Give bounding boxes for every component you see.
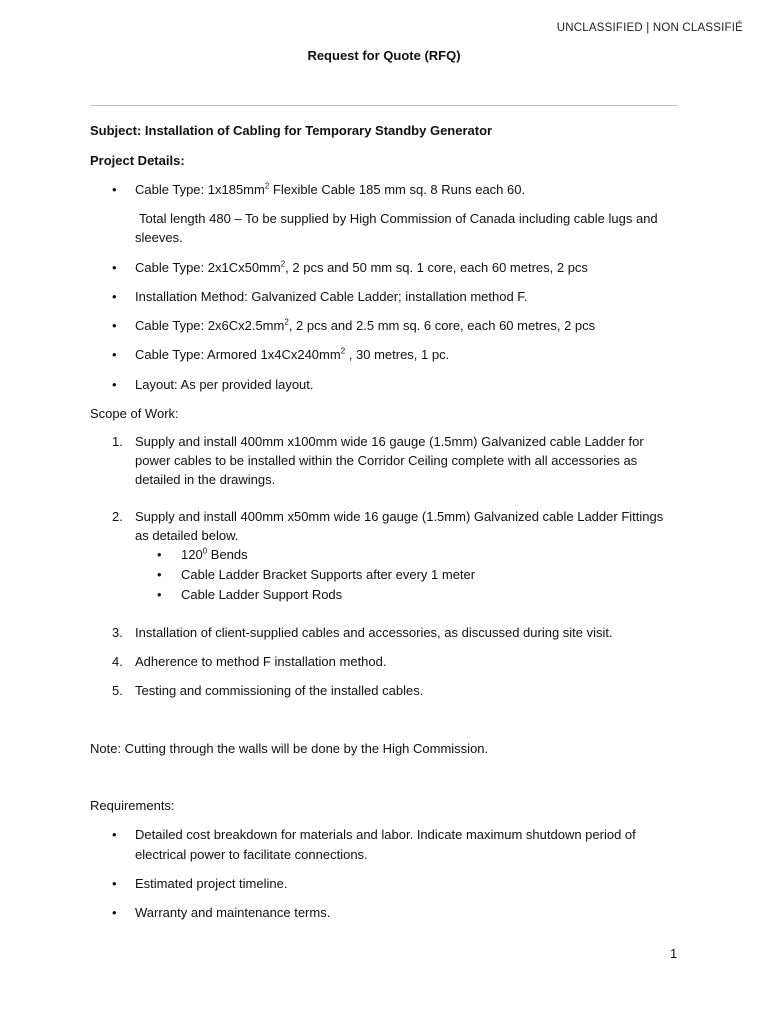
bullet-icon: • (157, 547, 162, 562)
page-number: 1 (670, 946, 678, 961)
scope-sub-item-bends: $120^0$ Bends (181, 546, 248, 562)
project-item-installation-method: Installation Method: Galvanized Cable Ladder; installation method F. (135, 289, 528, 304)
requirement-timeline: Estimated project timeline. (135, 876, 288, 891)
project-item-armored-cable: Cable Type: Armored $1x4Cx240mm^2$ , 30 metres, 1 pc. (135, 346, 450, 362)
scope-sub-item-bracket-supports: Cable Ladder Bracket Supports after every 1 meter (181, 567, 476, 582)
project-item-cable-185-continued-1: Total length 480 – To be supplied by High Commission of Canada including cable lugs and (139, 211, 658, 226)
project-item-cable-185: Cable Type: $1x185mm^2$ Flexible Cable 185 mm sq. 8 Runs each 60. (135, 181, 526, 197)
requirements-heading: Requirements: (90, 798, 175, 813)
scope-item-1-line-3: detailed in the drawings. (135, 472, 276, 487)
list-number: 5. (112, 683, 123, 698)
requirement-cost-breakdown-line-2: electrical power to facilitate connections. (135, 847, 368, 862)
scope-item-1-line-2: power cables to be installed within the Corridor Ceiling complete with all accessories as (135, 453, 638, 468)
list-number: 2. (112, 509, 123, 524)
list-number: 3. (112, 625, 123, 640)
scope-item-2-line-1: Supply and install 400mm x50mm wide 16 gauge (1.5mm) Galvanized cable Ladder Fittings (135, 509, 664, 524)
document-title: Request for Quote (RFQ) (307, 48, 461, 63)
bullet-icon: • (157, 587, 162, 602)
requirement-cost-breakdown-line-1: Detailed cost breakdown for materials and labor. Indicate maximum shutdown period of (135, 827, 636, 842)
requirement-warranty: Warranty and maintenance terms. (135, 905, 331, 920)
scope-heading: Scope of Work: (90, 406, 179, 421)
bullet-icon: • (112, 876, 117, 891)
list-number: 1. (112, 434, 123, 449)
scope-item-1-line-1: Supply and install 400mm x100mm wide 16 gauge (1.5mm) Galvanized cable Ladder for (135, 434, 644, 449)
scope-item-4: Adherence to method F installation method. (135, 654, 387, 669)
bullet-icon: • (112, 377, 117, 392)
horizontal-rule (90, 105, 678, 106)
scope-item-5: Testing and commissioning of the installed cables. (135, 683, 424, 698)
scope-item-3: Installation of client-supplied cables and accessories, as discussed during site visit. (135, 625, 613, 640)
classification-header: UNCLASSIFIED | NON CLASSIFIÉ (556, 22, 743, 34)
project-item-cable-185-continued-2: sleeves. (135, 230, 183, 245)
scope-item-2-line-2: as detailed below. (135, 528, 239, 543)
project-item-cable-50: Cable Type: $2x1Cx50mm^2$, 2 pcs and 50 mm sq. 1 core, each 60 metres, 2 pcs (135, 259, 588, 275)
bullet-icon: • (112, 347, 117, 362)
bullet-icon: • (112, 318, 117, 333)
bullet-icon: • (112, 289, 117, 304)
project-details-heading: Project Details: (90, 153, 185, 168)
list-number: 4. (112, 654, 123, 669)
bullet-icon: • (112, 182, 117, 197)
bullet-icon: • (112, 827, 117, 842)
bullet-icon: • (157, 567, 162, 582)
scope-sub-item-support-rods: Cable Ladder Support Rods (181, 587, 343, 602)
bullet-icon: • (112, 260, 117, 275)
subject-line: Subject: Installation of Cabling for Temporary Standby Generator (90, 123, 493, 138)
project-item-layout: Layout: As per provided layout. (135, 377, 314, 392)
note-text: Note: Cutting through the walls will be done by the High Commission. (90, 741, 489, 756)
project-item-cable-2-5: Cable Type: $2x6Cx2.5mm^2$, 2 pcs and 2.5 mm sq. 6 core, each 60 metres, 2 pcs (135, 317, 596, 333)
bullet-icon: • (112, 905, 117, 920)
